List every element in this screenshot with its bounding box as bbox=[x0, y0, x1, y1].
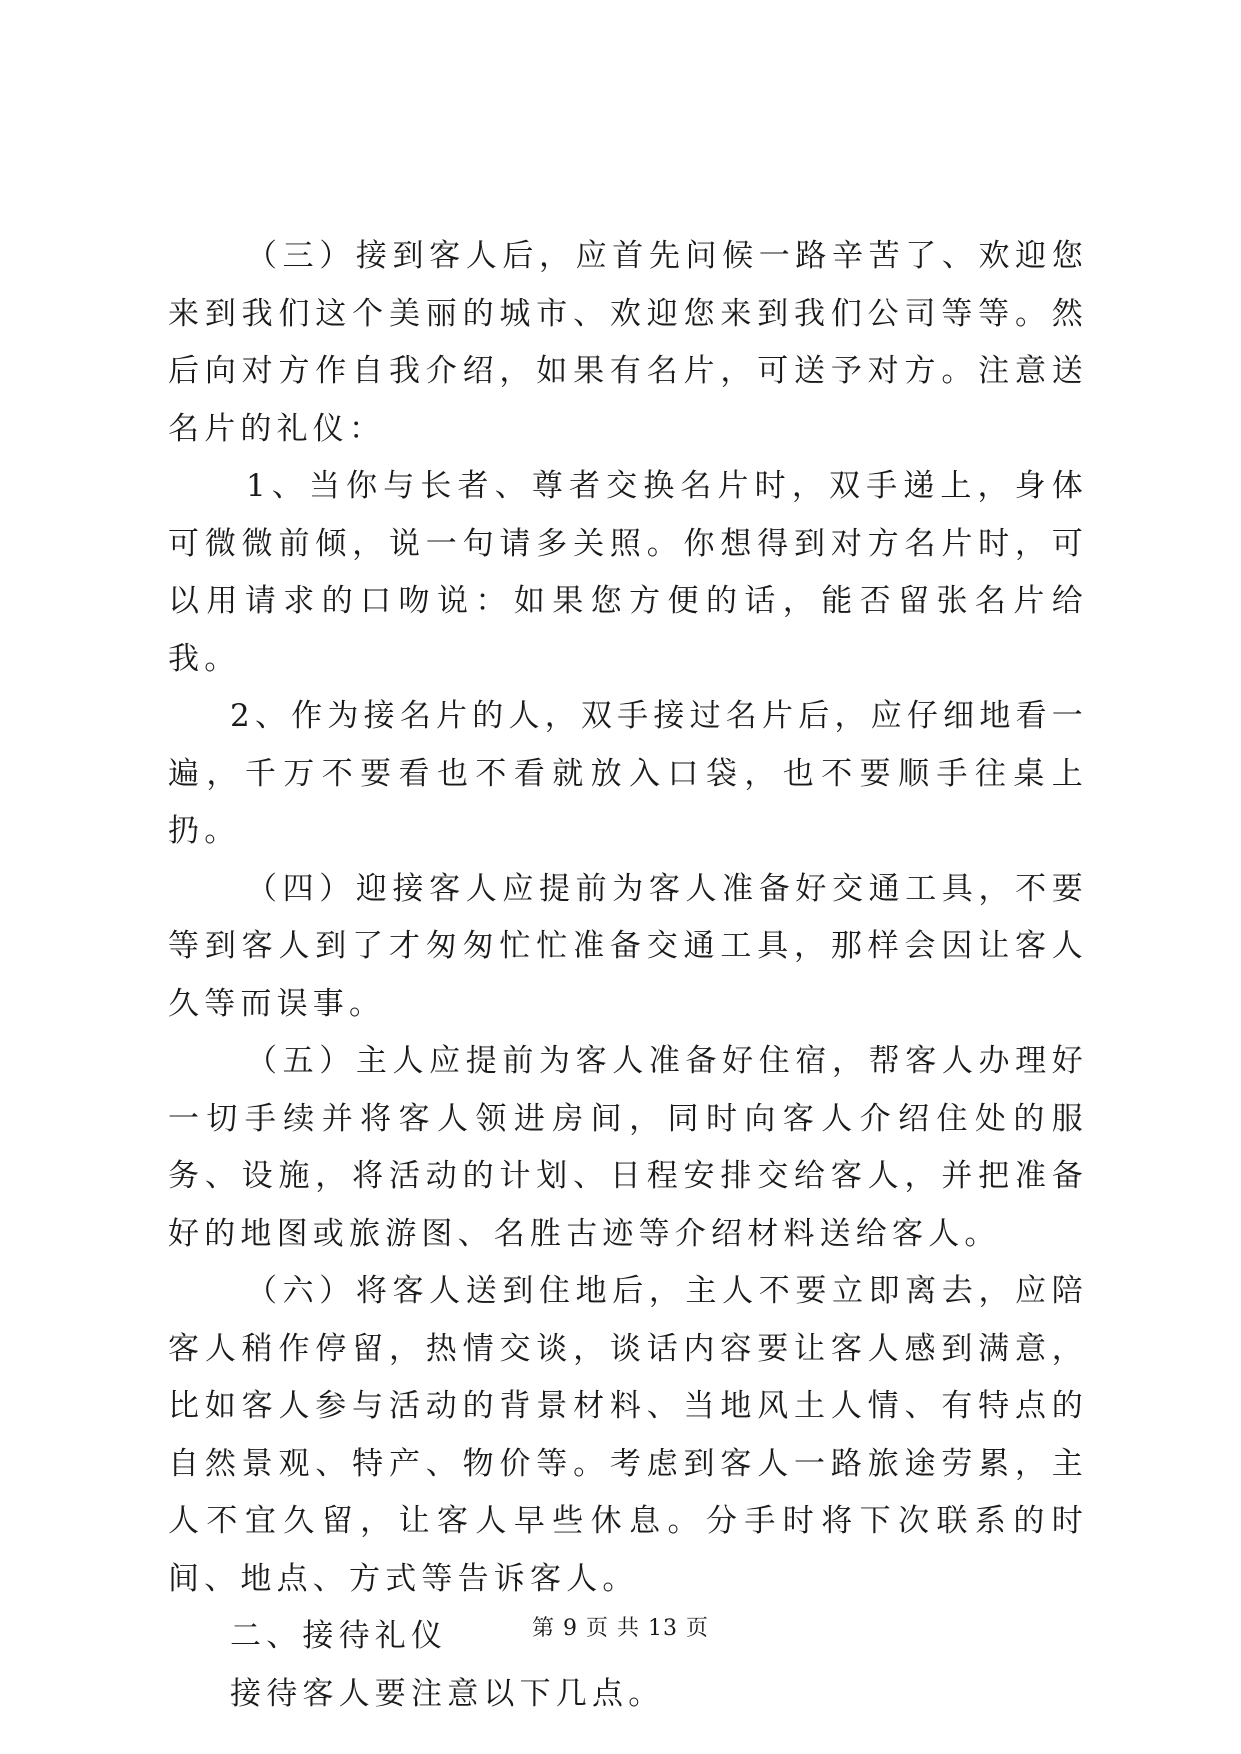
document-body bbox=[168, 228, 1088, 1723]
page-number-footer: 第 9 页 共 13 页 bbox=[532, 1616, 709, 1641]
paragraph-transport: （四）迎接客人应提前为客人准备好交通工具，不要等到客人到了才匆匆忙忙准备交通工具，那样会因让客人久等而误事。 bbox=[168, 870, 1088, 1022]
paragraph-lodging: （五）主人应提前为客人准备好住宿，帮客人办理好一切手续并将客人领进房间，同时向客人介绍住处的服务、设施，将活动的计划、日程安排交给客人，并把准备好的地图或旅游图、名胜古迹等介绍材料送给客人。 bbox=[168, 1043, 1088, 1252]
paragraph-reception-points: 接待客人要注意以下几点。 bbox=[230, 1675, 665, 1712]
paragraph-card-exchange-elder: 1、当你与长者、尊者交换名片时，双手递上，身体可微微前倾，说一句请多关照。你想得到对方名片时，可以用请求的口吻说：如果您方便的话，能否留张名片给我。 bbox=[168, 468, 1088, 677]
paragraph-receive-guest: （三）接到客人后，应首先问候一路辛苦了、欢迎您来到我们这个美丽的城市、欢迎您来到我们公司等等。然后向对方作自我介绍，如果有名片，可送予对方。注意送名片的礼仪： bbox=[168, 238, 1088, 447]
paragraph-card-receiver: 2、作为接名片的人，双手接过名片后，应仔细地看一遍，千万不要看也不看就放入口袋，也不要顺手往桌上扔。 bbox=[168, 698, 1088, 849]
section-heading-reception-etiquette: 二、接待礼仪 bbox=[230, 1618, 448, 1654]
paragraph-stay-with-guest: （六）将客人送到住地后，主人不要立即离去，应陪客人稍作停留，热情交谈，谈话内容要让客人感到满意，比如客人参与活动的背景材料、当地风土人情、有特点的自然景观、特产、物价等。考虑到客人一路旅途劳累，主人不宜久留，让客人早些休息。分手时将下次联系的时间、地点、方式等告诉客人。 bbox=[168, 1273, 1088, 1597]
